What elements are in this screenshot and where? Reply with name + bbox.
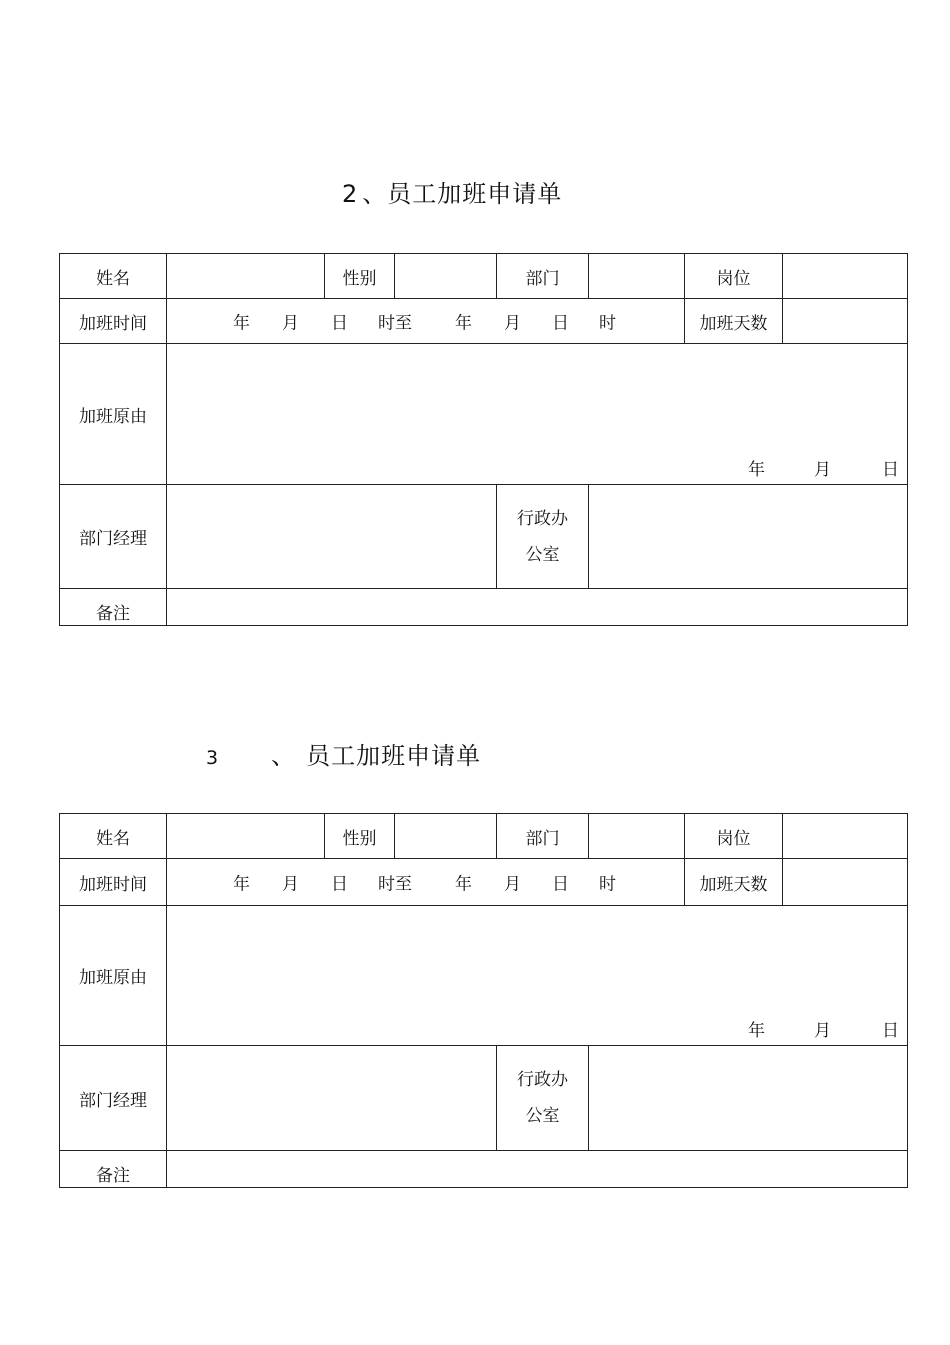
admin-office-label-line2: 公室 [525,1106,560,1126]
form-title-separator: 、 [271,742,297,770]
dept-label: 部门 [497,814,589,859]
form-title-separator: 、 [362,180,388,208]
name-field[interactable] [167,814,325,859]
reason-label: 加班原由 [60,906,167,1046]
time-day-end: 日 [552,313,569,334]
name-label: 姓名 [60,254,167,299]
time-year-start: 年 [233,874,250,895]
sign-year: 年 [748,1021,765,1041]
reason-label: 加班原由 [60,344,167,485]
sign-year: 年 [748,460,765,480]
dept-field[interactable] [589,254,685,299]
ot-days-label: 加班天数 [685,299,783,344]
time-hour-to: 时至 [378,313,412,334]
admin-office-label-line1: 行政办 [517,508,568,529]
remark-field[interactable] [167,1151,908,1188]
form-title-text: 员工加班申请单 [387,180,563,208]
admin-office-field[interactable] [589,485,908,589]
form-title [206,736,481,771]
ot-time-range [167,299,684,343]
dept-manager-field[interactable] [167,485,497,589]
reason-field[interactable] [167,344,908,485]
form-number: 3 [206,747,220,769]
admin-office-label-line1: 行政办 [517,1070,568,1090]
admin-office-field[interactable] [589,1046,908,1151]
gender-field[interactable] [395,814,497,859]
name-label: 姓名 [60,814,167,859]
time-hour-end: 时 [599,874,616,895]
time-year-end: 年 [455,874,472,895]
name-field[interactable] [167,254,325,299]
post-label: 岗位 [685,814,783,859]
dept-manager-label: 部门经理 [60,1046,167,1151]
time-month-start: 月 [282,313,299,334]
dept-field[interactable] [589,814,685,859]
sign-day: 日 [882,460,899,480]
remark-field[interactable] [167,589,908,626]
post-field[interactable] [783,254,908,299]
time-day-end: 日 [552,874,569,895]
remark-label: 备注 [60,589,167,626]
admin-office-label-line2: 公室 [525,544,560,565]
form-number: 2 [342,180,359,208]
time-year-end: 年 [455,313,472,334]
gender-label: 性别 [325,814,395,859]
ot-days-field[interactable] [783,859,908,906]
dept-manager-label: 部门经理 [60,485,167,589]
reason-field[interactable] [167,906,908,1046]
time-month-end: 月 [504,874,521,895]
sign-month: 月 [814,1021,831,1041]
remark-label: 备注 [60,1151,167,1188]
dept-label: 部门 [497,254,589,299]
overtime-form-table [59,253,908,626]
time-year-start: 年 [233,313,250,334]
time-hour-to: 时至 [378,874,412,895]
time-hour-end: 时 [599,313,616,334]
ot-days-field[interactable] [783,299,908,344]
ot-time-range [167,859,684,905]
time-day-start: 日 [331,313,348,334]
time-month-start: 月 [282,874,299,895]
post-field[interactable] [783,814,908,859]
ot-time-field[interactable] [167,859,685,906]
sign-day: 日 [882,1021,899,1041]
dept-manager-field[interactable] [167,1046,497,1151]
ot-time-field[interactable] [167,299,685,344]
post-label: 岗位 [685,254,783,299]
form-title-text: 员工加班申请单 [306,742,482,770]
time-day-start: 日 [331,874,348,895]
admin-office-label [497,485,589,589]
ot-time-label: 加班时间 [60,299,167,344]
form-title [342,174,562,209]
gender-field[interactable] [395,254,497,299]
sign-month: 月 [814,460,831,480]
ot-days-label: 加班天数 [685,859,783,906]
gender-label: 性别 [325,254,395,299]
ot-time-label: 加班时间 [60,859,167,906]
admin-office-label [497,1046,589,1151]
overtime-form-table [59,813,908,1188]
time-month-end: 月 [504,313,521,334]
